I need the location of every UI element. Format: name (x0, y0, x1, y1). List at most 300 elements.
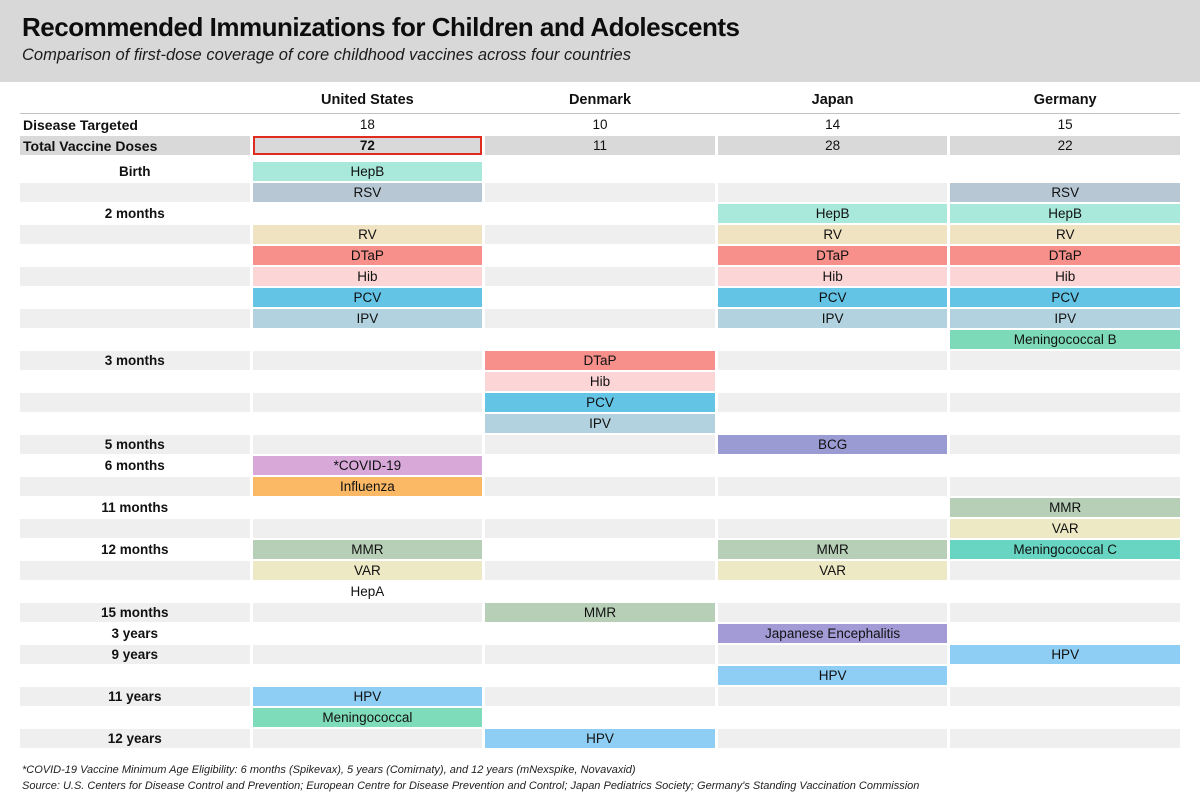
vaccine-cell-germany (950, 182, 1180, 203)
vaccine-pill: MMR (485, 603, 715, 622)
vaccine-pill: HPV (718, 666, 948, 685)
vaccine-cell-japan (718, 707, 948, 728)
vaccine-cell-us (253, 644, 483, 665)
stat-value: 11 (485, 136, 715, 155)
vaccine-cell-denmark (485, 497, 715, 518)
age-label (20, 477, 250, 496)
empty-cell (485, 309, 715, 328)
vaccine-cell-denmark (485, 371, 715, 392)
age-label-cell (20, 203, 250, 224)
age-label-cell (20, 476, 250, 497)
vaccine-pill: HPV (253, 687, 483, 706)
stat-row-label-text: Disease Targeted (23, 116, 138, 133)
vaccine-cell-japan (718, 560, 948, 581)
vaccine-cell-us (253, 287, 483, 308)
empty-cell (718, 456, 948, 475)
page-subtitle: Comparison of first-dose coverage of core childhood vaccines across four countries (22, 45, 631, 64)
age-label: 15 months (20, 603, 250, 622)
vaccine-pill: Hib (485, 372, 715, 391)
stat-value-cell (950, 114, 1180, 135)
empty-cell (950, 708, 1180, 727)
vaccine-cell-germany (950, 287, 1180, 308)
empty-cell (950, 372, 1180, 391)
vaccine-cell-denmark (485, 350, 715, 371)
vaccine-pill: Meningococcal (253, 708, 483, 727)
empty-cell (485, 498, 715, 517)
vaccine-pill: HPV (950, 645, 1180, 664)
age-label-cell (20, 245, 250, 266)
vaccine-cell-japan (718, 308, 948, 329)
vaccine-cell-germany (950, 413, 1180, 434)
empty-cell (950, 351, 1180, 370)
vaccine-cell-us (253, 560, 483, 581)
vaccine-cell-germany (950, 245, 1180, 266)
empty-cell (950, 477, 1180, 496)
empty-cell (950, 582, 1180, 601)
vaccine-cell-japan (718, 161, 948, 182)
vaccine-cell-us (253, 497, 483, 518)
age-label-cell (20, 539, 250, 560)
empty-cell (485, 435, 715, 454)
vaccine-cell-denmark (485, 434, 715, 455)
footnote-covid: *COVID-19 Vaccine Minimum Age Eligibility: 6 months (Spikevax), 5 years (Comirnaty), and 12 years (mNexspike, Novavaxid) (22, 764, 636, 776)
empty-cell (485, 204, 715, 223)
schedule-row (20, 665, 1180, 686)
stat-row-label (20, 114, 250, 135)
vaccine-cell-denmark (485, 392, 715, 413)
empty-cell (950, 456, 1180, 475)
age-label (20, 372, 250, 391)
empty-cell (718, 645, 948, 664)
age-label (20, 309, 250, 328)
vaccine-cell-japan (718, 539, 948, 560)
stat-value-cell (485, 135, 715, 156)
empty-cell (253, 645, 483, 664)
vaccine-cell-us (253, 371, 483, 392)
age-label (20, 183, 250, 202)
empty-cell (718, 372, 948, 391)
schedule-row (20, 182, 1180, 203)
schedule-row (20, 518, 1180, 539)
vaccine-pill: RV (253, 225, 483, 244)
empty-cell (485, 666, 715, 685)
vaccine-cell-denmark (485, 539, 715, 560)
empty-cell (950, 729, 1180, 748)
stat-value-cell (950, 135, 1180, 156)
vaccine-cell-us (253, 203, 483, 224)
age-label (20, 561, 250, 580)
age-label-cell (20, 287, 250, 308)
vaccine-cell-denmark (485, 707, 715, 728)
vaccine-cell-germany (950, 371, 1180, 392)
vaccine-pill: HPV (485, 729, 715, 748)
vaccine-cell-us (253, 518, 483, 539)
empty-cell (485, 561, 715, 580)
vaccine-cell-japan (718, 644, 948, 665)
footnote-source: Source: U.S. Centers for Disease Control and Prevention; European Centre for Disease Prevention and Control; Japan Pediatrics Society; Germany's Standing Vaccination Commission (22, 779, 920, 792)
vaccine-cell-japan (718, 434, 948, 455)
empty-cell (718, 708, 948, 727)
vaccine-cell-japan (718, 665, 948, 686)
vaccine-cell-germany (950, 539, 1180, 560)
age-label-cell (20, 308, 250, 329)
schedule-row (20, 350, 1180, 371)
vaccine-cell-germany (950, 644, 1180, 665)
vaccine-cell-denmark (485, 245, 715, 266)
schedule-row (20, 581, 1180, 602)
empty-cell (718, 351, 948, 370)
vaccine-cell-us (253, 602, 483, 623)
empty-cell (485, 288, 715, 307)
vaccine-cell-us (253, 476, 483, 497)
age-label-cell (20, 602, 250, 623)
vaccine-cell-denmark (485, 644, 715, 665)
schedule-row (20, 623, 1180, 644)
empty-cell (718, 519, 948, 538)
vaccine-cell-denmark (485, 182, 715, 203)
vaccine-pill: IPV (253, 309, 483, 328)
age-label-cell (20, 560, 250, 581)
vaccine-cell-germany (950, 686, 1180, 707)
vaccine-cell-germany (950, 560, 1180, 581)
stat-row (20, 135, 1180, 156)
vaccine-pill: BCG (718, 435, 948, 454)
age-label-cell (20, 665, 250, 686)
schedule-row (20, 224, 1180, 245)
stat-value-cell (485, 114, 715, 135)
age-label-cell (20, 161, 250, 182)
vaccine-pill: Meningococcal B (950, 330, 1180, 349)
empty-cell (253, 624, 483, 643)
vaccine-pill: MMR (718, 540, 948, 559)
age-label-cell (20, 644, 250, 665)
vaccine-pill: DTaP (253, 246, 483, 265)
empty-cell (718, 330, 948, 349)
vaccine-pill: HepB (718, 204, 948, 223)
stat-value: 18 (359, 117, 375, 132)
vaccine-pill: MMR (950, 498, 1180, 517)
schedule-row (20, 644, 1180, 665)
age-label-cell (20, 413, 250, 434)
vaccine-cell-germany (950, 497, 1180, 518)
schedule-row (20, 203, 1180, 224)
vaccine-cell-germany (950, 203, 1180, 224)
age-label: 5 months (20, 435, 250, 454)
schedule-row (20, 371, 1180, 392)
vaccine-pill: Influenza (253, 477, 483, 496)
vaccine-cell-japan (718, 224, 948, 245)
vaccine-pill: RSV (253, 183, 483, 202)
age-label (20, 225, 250, 244)
empty-cell (718, 687, 948, 706)
empty-cell (485, 645, 715, 664)
page-title: Recommended Immunizations for Children and Adolescents (22, 12, 740, 42)
age-label (20, 519, 250, 538)
age-label: 12 years (20, 729, 250, 748)
vaccine-cell-denmark (485, 623, 715, 644)
vaccine-cell-japan (718, 287, 948, 308)
vaccine-pill: MMR (253, 540, 483, 559)
empty-cell (485, 708, 715, 727)
vaccine-cell-germany (950, 707, 1180, 728)
stat-row-label (20, 135, 250, 156)
empty-cell (253, 351, 483, 370)
age-label-cell (20, 392, 250, 413)
vaccine-cell-germany (950, 581, 1180, 602)
vaccine-cell-denmark (485, 455, 715, 476)
empty-cell (950, 603, 1180, 622)
age-label: 11 months (101, 500, 169, 515)
age-label (20, 708, 250, 727)
vaccine-cell-us (253, 728, 483, 749)
empty-cell (253, 372, 483, 391)
vaccine-cell-japan (718, 581, 948, 602)
age-label: 12 months (101, 542, 169, 557)
vaccine-pill: HepB (253, 162, 483, 181)
vaccine-cell-us (253, 413, 483, 434)
stat-value: 22 (950, 136, 1180, 155)
vaccine-cell-denmark (485, 665, 715, 686)
vaccine-pill: PCV (950, 288, 1180, 307)
vaccine-cell-germany (950, 434, 1180, 455)
vaccine-cell-us (253, 581, 483, 602)
vaccine-cell-germany (950, 308, 1180, 329)
vaccine-cell-germany (950, 602, 1180, 623)
empty-cell (485, 246, 715, 265)
age-label-cell (20, 455, 250, 476)
vaccine-cell-japan (718, 182, 948, 203)
vaccine-cell-us (253, 161, 483, 182)
stat-value: 10 (592, 117, 608, 132)
empty-cell (950, 561, 1180, 580)
column-header-germany: Germany (1033, 92, 1097, 108)
empty-cell (950, 666, 1180, 685)
age-label-cell (20, 350, 250, 371)
vaccine-cell-germany (950, 623, 1180, 644)
vaccine-cell-denmark (485, 413, 715, 434)
empty-cell (485, 519, 715, 538)
schedule-row (20, 287, 1180, 308)
vaccine-pill: Japanese Encephalitis (718, 624, 948, 643)
age-label (20, 666, 250, 685)
vaccine-cell-us (253, 266, 483, 287)
age-label (20, 246, 250, 265)
schedule-row (20, 329, 1180, 350)
vaccine-cell-japan (718, 623, 948, 644)
vaccine-cell-denmark (485, 581, 715, 602)
vaccine-cell-us (253, 686, 483, 707)
stat-row-label-text: Total Vaccine Doses (20, 136, 250, 155)
vaccine-cell-japan (718, 371, 948, 392)
empty-cell (950, 687, 1180, 706)
empty-cell (485, 687, 715, 706)
age-label-cell (20, 707, 250, 728)
stat-value: 28 (718, 136, 948, 155)
stat-value: 14 (825, 117, 841, 132)
vaccine-pill: RSV (950, 183, 1180, 202)
age-label-cell (20, 518, 250, 539)
header-band (0, 0, 1200, 82)
empty-cell (485, 330, 715, 349)
empty-cell (485, 582, 715, 601)
age-label-cell (20, 581, 250, 602)
empty-cell (485, 540, 715, 559)
vaccine-cell-japan (718, 329, 948, 350)
vaccine-cell-us (253, 434, 483, 455)
vaccine-cell-germany (950, 161, 1180, 182)
schedule-row (20, 161, 1180, 182)
vaccine-pill: IPV (950, 309, 1180, 328)
vaccine-cell-germany (950, 329, 1180, 350)
empty-cell (718, 582, 948, 601)
empty-cell (718, 414, 948, 433)
vaccine-pill: IPV (485, 414, 715, 433)
vaccine-cell-denmark (485, 518, 715, 539)
empty-cell (718, 729, 948, 748)
schedule-row (20, 539, 1180, 560)
age-label: Birth (119, 164, 151, 179)
empty-cell (485, 624, 715, 643)
vaccine-pill: PCV (718, 288, 948, 307)
vaccine-pill: RV (718, 225, 948, 244)
vaccine-cell-japan (718, 266, 948, 287)
schedule-row (20, 728, 1180, 749)
column-header-japan: Japan (811, 92, 854, 108)
empty-cell (718, 498, 948, 517)
age-label-cell (20, 686, 250, 707)
vaccine-cell-us (253, 392, 483, 413)
schedule-row (20, 707, 1180, 728)
vaccine-pill: HepB (950, 204, 1180, 223)
vaccine-cell-germany (950, 455, 1180, 476)
vaccine-cell-japan (718, 413, 948, 434)
vaccine-cell-denmark (485, 224, 715, 245)
age-label-cell (20, 497, 250, 518)
empty-cell (485, 225, 715, 244)
empty-cell (253, 435, 483, 454)
age-label: 3 months (20, 351, 250, 370)
schedule-row (20, 413, 1180, 434)
vaccine-cell-japan (718, 392, 948, 413)
stat-rows (20, 114, 1180, 156)
schedule-row (20, 686, 1180, 707)
vaccine-cell-us (253, 707, 483, 728)
stat-value-cell (253, 114, 483, 135)
footnotes (22, 763, 1180, 795)
vaccine-pill: Hib (950, 267, 1180, 286)
vaccine-cell-us (253, 245, 483, 266)
age-label-cell (20, 182, 250, 203)
empty-cell (718, 183, 948, 202)
immunization-table (20, 88, 1180, 749)
age-label (20, 267, 250, 286)
empty-cell (253, 330, 483, 349)
empty-cell (485, 456, 715, 475)
vaccine-cell-us (253, 182, 483, 203)
vaccine-cell-germany (950, 224, 1180, 245)
age-label (20, 414, 250, 433)
vaccine-pill: PCV (253, 288, 483, 307)
schedule-rows (20, 161, 1180, 749)
age-label (20, 393, 250, 412)
highlighted-stat-value: 72 (253, 136, 483, 155)
empty-cell (253, 729, 483, 748)
vaccine-pill: VAR (950, 519, 1180, 538)
vaccine-cell-japan (718, 476, 948, 497)
country-header-row (20, 88, 1180, 112)
empty-cell (718, 603, 948, 622)
vaccine-cell-germany (950, 266, 1180, 287)
vaccine-cell-japan (718, 497, 948, 518)
vaccine-cell-us (253, 665, 483, 686)
vaccine-cell-us (253, 224, 483, 245)
age-label-cell (20, 224, 250, 245)
empty-cell (950, 162, 1180, 181)
vaccine-pill: PCV (485, 393, 715, 412)
empty-cell (485, 477, 715, 496)
age-label: 2 months (104, 206, 165, 221)
vaccine-pill: RV (950, 225, 1180, 244)
vaccine-cell-japan (718, 203, 948, 224)
stat-value-cell (253, 135, 483, 156)
vaccine-pill: DTaP (485, 351, 715, 370)
vaccine-cell-denmark (485, 287, 715, 308)
age-label (20, 582, 250, 601)
vaccine-cell-denmark (485, 203, 715, 224)
vaccine-pill: VAR (253, 561, 483, 580)
vaccine-cell-denmark (485, 308, 715, 329)
vaccine-cell-japan (718, 455, 948, 476)
age-label: 11 years (20, 687, 250, 706)
empty-cell (950, 393, 1180, 412)
vaccine-cell-us (253, 308, 483, 329)
empty-cell (253, 393, 483, 412)
vaccine-cell-japan (718, 350, 948, 371)
vaccine-cell-japan (718, 728, 948, 749)
vaccine-cell-japan (718, 686, 948, 707)
column-header-united-states: United States (321, 92, 414, 108)
age-label (20, 330, 250, 349)
schedule-row (20, 245, 1180, 266)
empty-cell (718, 162, 948, 181)
schedule-row (20, 308, 1180, 329)
empty-cell (253, 414, 483, 433)
vaccine-cell-denmark (485, 161, 715, 182)
empty-cell (485, 162, 715, 181)
empty-cell (253, 519, 483, 538)
vaccine-cell-japan (718, 245, 948, 266)
age-label-cell (20, 434, 250, 455)
vaccine-cell-denmark (485, 329, 715, 350)
vaccine-cell-denmark (485, 266, 715, 287)
vaccine-cell-denmark (485, 476, 715, 497)
stat-value: 15 (1057, 117, 1073, 132)
empty-cell (485, 267, 715, 286)
age-label-cell (20, 371, 250, 392)
stat-value-cell (718, 114, 948, 135)
empty-cell (253, 666, 483, 685)
vaccine-cell-denmark (485, 728, 715, 749)
empty-cell (950, 624, 1180, 643)
empty-cell (253, 204, 483, 223)
empty-cell (950, 414, 1180, 433)
vaccine-cell-us (253, 329, 483, 350)
empty-cell (950, 435, 1180, 454)
stat-value-cell (718, 135, 948, 156)
vaccine-pill: HepA (350, 584, 385, 599)
vaccine-pill: *COVID-19 (253, 456, 483, 475)
empty-cell (718, 477, 948, 496)
